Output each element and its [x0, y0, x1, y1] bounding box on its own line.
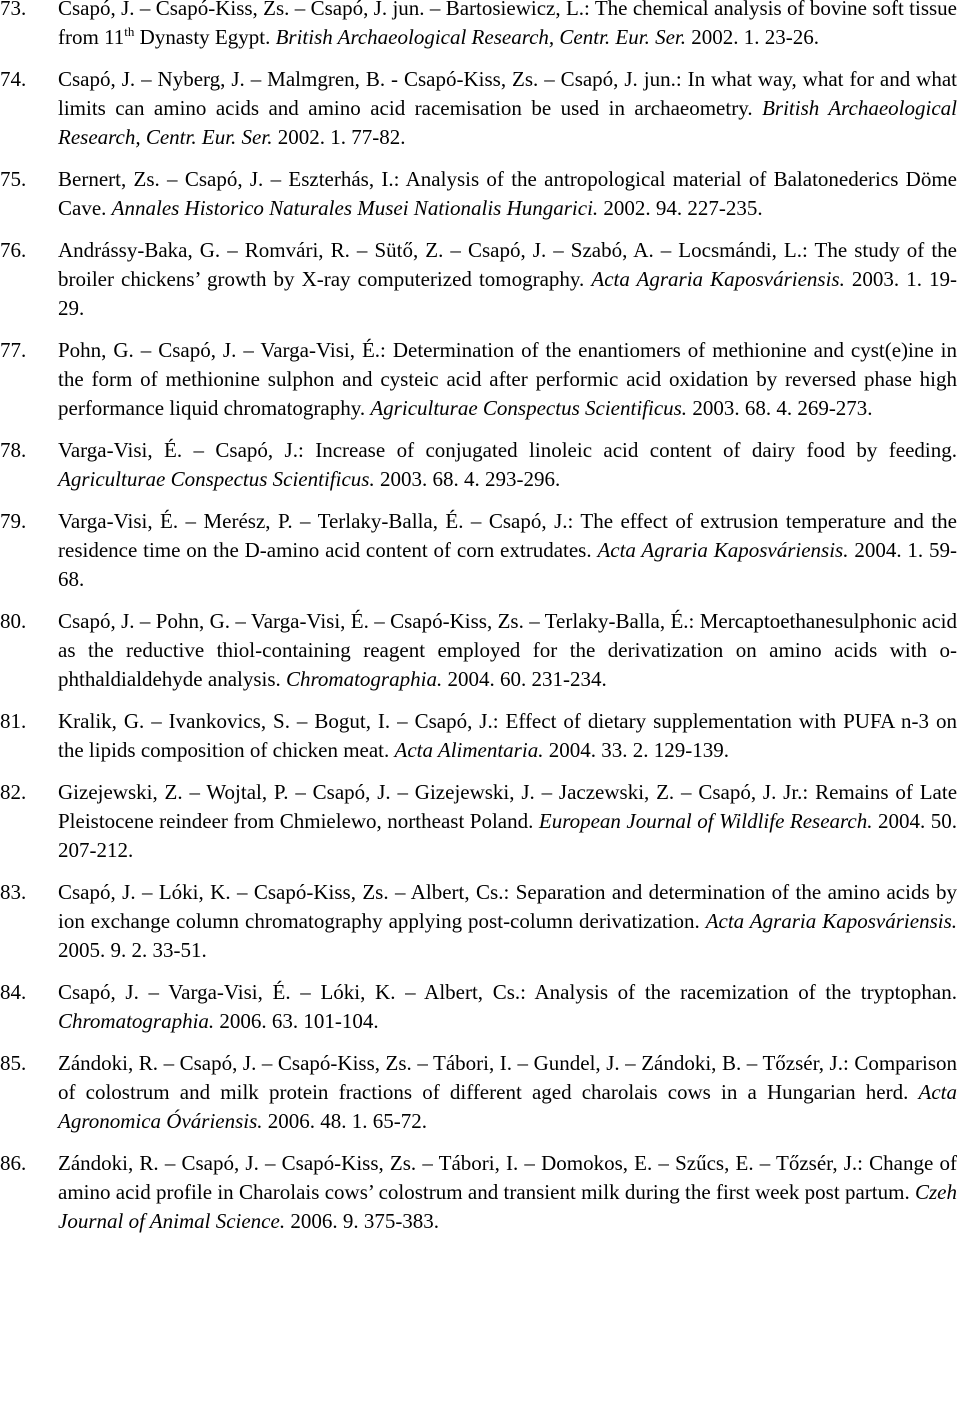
reference-title: Comparison of colostrum and milk protein fractions of different aged charolais cows in a Hungarian herd.: [58, 1051, 957, 1104]
reference-number: 76.: [0, 238, 27, 262]
reference-journal: British Archaeological Research, Centr. Eur. Ser.: [275, 25, 687, 49]
reference-item: [0, 507, 957, 594]
reference-authors: Bernert, Zs. – Csapó, J. – Eszterhás, I.:: [58, 167, 400, 191]
reference-item: [0, 165, 957, 223]
reference-number: 75.: [0, 167, 27, 191]
reference-item: [0, 1049, 957, 1136]
reference-title: Separation and determination of the amino acids by ion exchange column chromatography applying post-column derivatization.: [58, 880, 958, 933]
reference-journal: Chromatographia.: [286, 667, 443, 691]
reference-details: 2002. 1. 77-82.: [277, 125, 406, 149]
reference-item: [0, 336, 957, 423]
reference-item: [0, 0, 957, 52]
reference-body: [58, 978, 957, 1036]
reference-authors: Zándoki, R. – Csapó, J. – Csapó-Kiss, Zs. – Tábori, I. – Gundel, J. – Zándoki, B. – Tőzsér, J.:: [58, 1051, 849, 1075]
reference-authors: Gizejewski, Z. – Wojtal, P. – Csapó, J. – Gizejewski, J. – Jaczewski, Z. – Csapó, J. Jr.:: [58, 780, 809, 804]
reference-journal: Acta Agraria Kaposváriensis.: [591, 267, 845, 291]
reference-number: 86.: [0, 1151, 27, 1175]
reference-number: 80.: [0, 609, 27, 633]
reference-authors: Pohn, G. – Csapó, J. – Varga-Visi, É.:: [58, 338, 386, 362]
reference-details: 2004. 50. 207-212.: [58, 809, 958, 862]
reference-details: 2003. 68. 4. 269-273.: [692, 396, 873, 420]
reference-number: 73.: [0, 0, 27, 20]
reference-item: [0, 778, 957, 865]
reference-title: Analysis of the antropological material of Balatonederics Döme Cave.: [58, 167, 957, 220]
reference-body: [58, 878, 957, 965]
reference-body: [58, 607, 957, 694]
reference-authors: Kralik, G. – Ivankovics, S. – Bogut, I. – Csapó, J.:: [58, 709, 499, 733]
reference-number: 79.: [0, 509, 27, 533]
reference-journal: Acta Alimentaria.: [394, 738, 544, 762]
reference-journal: Acta Agraria Kaposváriensis.: [597, 538, 849, 562]
reference-details: 2003. 1. 19-29.: [58, 267, 958, 320]
reference-number: 83.: [0, 880, 27, 904]
reference-authors: Andrássy-Baka, G. – Romvári, R. – Sütő, Z. – Csapó, J. – Szabó, A. – Locsmándi, L.:: [58, 238, 808, 262]
reference-item: [0, 878, 957, 965]
reference-item: [0, 236, 957, 323]
reference-item: [0, 1149, 957, 1236]
reference-title: The study of the broiler chickens’ growth by X-ray computerized tomography.: [58, 238, 958, 291]
reference-authors: Csapó, J. – Nyberg, J. – Malmgren, B. - Csapó-Kiss, Zs. – Csapó, J. jun.:: [58, 67, 682, 91]
reference-number: 78.: [0, 438, 27, 462]
reference-body: [58, 165, 957, 223]
reference-item: [0, 436, 957, 494]
reference-number: 85.: [0, 1051, 27, 1075]
reference-journal: Agriculturae Conspectus Scientificus.: [58, 467, 375, 491]
reference-authors: Csapó, J. – Lóki, K. – Csapó-Kiss, Zs. – Albert, Cs.:: [58, 880, 510, 904]
reference-body: [58, 336, 957, 423]
reference-body: [58, 778, 957, 865]
reference-number: 74.: [0, 67, 27, 91]
reference-body: [58, 0, 957, 52]
reference-item: [0, 978, 957, 1036]
reference-title: Mercaptoethanesulphonic acid as the reductive thiol-containing reagent employed for the derivatization on amino acids with o-phthaldialdehyde analysis.: [58, 609, 958, 691]
reference-number: 82.: [0, 780, 27, 804]
reference-journal: Acta Agraria Kaposváriensis.: [705, 909, 957, 933]
reference-title-superscript: th: [124, 24, 135, 39]
reference-journal: Annales Historico Naturales Musei Nationalis Hungarici.: [111, 196, 599, 220]
reference-details: 2006. 9. 375-383.: [290, 1209, 440, 1233]
reference-title: Determination of the enantiomers of methionine and cyst(e)ine in the form of methionine sulphon and cysteic acid after performic acid oxidation by reversed phase high performance liquid chromatography.: [58, 338, 957, 420]
reference-details: 2002. 1. 23-26.: [691, 25, 820, 49]
reference-item: [0, 607, 957, 694]
reference-title: In what way, what for and what limits can amino acids and amino acid racemisation be used in archaeometry.: [58, 67, 957, 120]
reference-body: [58, 507, 957, 594]
reference-details: 2004. 33. 2. 129-139.: [548, 738, 729, 762]
reference-authors: Zándoki, R. – Csapó, J. – Csapó-Kiss, Zs. – Tábori, I. – Domokos, E. – Szűcs, E. – Tőzsér, J.:: [58, 1151, 863, 1175]
reference-item: [0, 65, 957, 152]
reference-journal: Chromatographia.: [58, 1009, 215, 1033]
reference-journal: British Archaeological Research, Centr. Eur. Ser.: [58, 96, 958, 149]
reference-title: The effect of extrusion temperature and the residence time on the D-amino acid content of corn extrudates.: [58, 509, 957, 562]
reference-details: 2006. 63. 101-104.: [219, 1009, 379, 1033]
reference-body: [58, 236, 957, 323]
reference-authors: Csapó, J. – Pohn, G. – Varga-Visi, É. – Csapó-Kiss, Zs. – Terlaky-Balla, É.:: [58, 609, 695, 633]
reference-details: 2004. 60. 231-234.: [447, 667, 607, 691]
reference-title: Increase of conjugated linoleic acid content of dairy food by feeding.: [315, 438, 958, 462]
reference-details: 2002. 94. 227-235.: [603, 196, 763, 220]
reference-journal: European Journal of Wildlife Research.: [538, 809, 873, 833]
reference-body: [58, 1149, 957, 1236]
reference-title: Analysis of the racemization of the tryptophan.: [534, 980, 957, 1004]
reference-journal: Czeh Journal of Animal Science.: [58, 1180, 957, 1233]
reference-item: [0, 707, 957, 765]
reference-body: [58, 707, 957, 765]
reference-number: 84.: [0, 980, 27, 1004]
reference-authors: Csapó, J. – Csapó-Kiss, Zs. – Csapó, J. jun. – Bartosiewicz, L.:: [58, 0, 590, 20]
reference-title: Change of amino acid profile in Charolais cows’ colostrum and transient milk during the first week post partum.: [58, 1151, 957, 1204]
reference-details: 2003. 68. 4. 293-296.: [379, 467, 561, 491]
reference-authors: Csapó, J. – Varga-Visi, É. – Lóki, K. – Albert, Cs.:: [58, 980, 526, 1004]
reference-title-end: Dynasty Egypt.: [134, 25, 271, 49]
reference-body: [58, 65, 957, 152]
reference-title: Remains of Late Pleistocene reindeer from Chmielewo, northeast Poland.: [58, 780, 958, 833]
reference-journal: Acta Agronomica Óváriensis.: [58, 1080, 958, 1133]
reference-title: Effect of dietary supplementation with PUFA n-3 on the lipids composition of chicken meat.: [58, 709, 957, 762]
reference-number: 77.: [0, 338, 27, 362]
reference-journal: Agriculturae Conspectus Scientificus.: [370, 396, 688, 420]
reference-details: 2005. 9. 2. 33-51.: [58, 938, 207, 962]
reference-body: [58, 436, 957, 494]
reference-authors: Varga-Visi, É. – Csapó, J.:: [58, 438, 304, 462]
reference-body: [58, 1049, 957, 1136]
reference-number: 81.: [0, 709, 27, 733]
reference-authors: Varga-Visi, É. – Merész, P. – Terlaky-Balla, É. – Csapó, J.:: [58, 509, 574, 533]
reference-details: 2006. 48. 1. 65-72.: [267, 1109, 428, 1133]
reference-title-start: The chemical analysis of bovine soft tissue from 11: [58, 0, 957, 49]
reference-details: 2004. 1. 59-68.: [58, 538, 957, 591]
